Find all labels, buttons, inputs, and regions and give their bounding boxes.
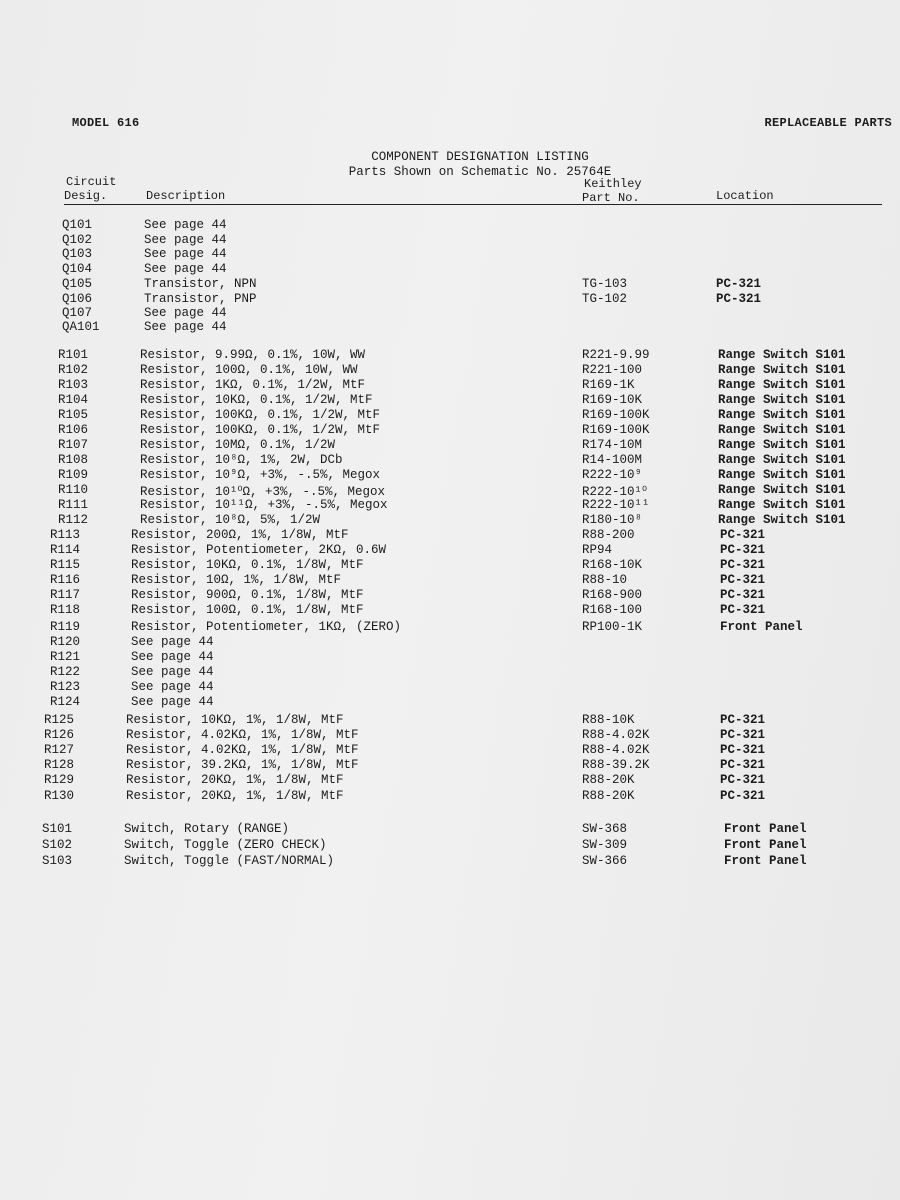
- cell-description: Resistor, Potentiometer, 1KΩ, (ZERO): [131, 620, 402, 634]
- cell-designator: S101: [42, 822, 73, 836]
- cell-description: Resistor, 100KΩ, 0.1%, 1/2W, MtF: [140, 423, 381, 437]
- cell-description: Resistor, 10MΩ, 0.1%, 1/2W: [140, 438, 336, 452]
- cell-location: PC-321: [720, 728, 766, 742]
- cell-designator: R114: [50, 543, 81, 557]
- column-header-part-no: Part No.: [582, 191, 640, 205]
- cell-designator: S102: [42, 838, 73, 852]
- cell-designator: R129: [44, 773, 75, 787]
- cell-description: Resistor, 10⁸Ω, 1%, 2W, DCb: [140, 453, 343, 467]
- cell-designator: R126: [44, 728, 75, 742]
- cell-location: Range Switch S101: [718, 363, 846, 377]
- column-header-description: Description: [146, 189, 226, 203]
- cell-location: Range Switch S101: [718, 408, 846, 422]
- cell-designator: R119: [50, 620, 81, 634]
- schematic-subtitle: Parts Shown on Schematic No. 25764E: [348, 165, 612, 179]
- cell-location: Range Switch S101: [718, 498, 846, 512]
- cell-designator: R113: [50, 528, 81, 542]
- cell-description: Resistor, Potentiometer, 2KΩ, 0.6W: [131, 543, 387, 557]
- cell-designator: QA101: [62, 320, 100, 334]
- cell-description: See page 44: [131, 695, 214, 709]
- cell-description: See page 44: [144, 218, 227, 232]
- cell-location: PC-321: [716, 292, 762, 306]
- cell-designator: R120: [50, 635, 81, 649]
- cell-description: Resistor, 1KΩ, 0.1%, 1/2W, MtF: [140, 378, 366, 392]
- cell-description: Resistor, 4.02KΩ, 1%, 1/8W, MtF: [126, 728, 359, 742]
- cell-designator: R127: [44, 743, 75, 757]
- cell-location: PC-321: [720, 713, 766, 727]
- cell-part-number: R88-20K: [582, 789, 635, 803]
- cell-part-number: RP100-1K: [582, 620, 643, 634]
- cell-part-number: R180-10⁸: [582, 513, 643, 527]
- cell-description: Resistor, 10⁹Ω, +3%, -.5%, Megox: [140, 468, 381, 482]
- cell-description: Resistor, 100Ω, 0.1%, 10W, WW: [140, 363, 358, 377]
- cell-designator: R111: [58, 498, 89, 512]
- cell-location: Range Switch S101: [718, 483, 846, 497]
- cell-designator: R115: [50, 558, 81, 572]
- cell-part-number: R169-100K: [582, 408, 650, 422]
- cell-location: Range Switch S101: [718, 378, 846, 392]
- cell-designator: Q106: [62, 292, 93, 306]
- cell-location: PC-321: [720, 789, 766, 803]
- cell-part-number: R88-10K: [582, 713, 635, 727]
- cell-designator: R116: [50, 573, 81, 587]
- cell-designator: R121: [50, 650, 81, 664]
- cell-location: Front Panel: [724, 822, 807, 836]
- cell-designator: R101: [58, 348, 89, 362]
- cell-description: Resistor, 20KΩ, 1%, 1/8W, MtF: [126, 773, 344, 787]
- cell-description: See page 44: [144, 320, 227, 334]
- cell-part-number: R169-100K: [582, 423, 650, 437]
- cell-location: PC-321: [716, 277, 762, 291]
- cell-part-number: R221-100: [582, 363, 643, 377]
- cell-location: Range Switch S101: [718, 453, 846, 467]
- cell-location: PC-321: [720, 558, 766, 572]
- cell-description: See page 44: [144, 306, 227, 320]
- cell-location: PC-321: [720, 528, 766, 542]
- cell-part-number: R88-20K: [582, 773, 635, 787]
- cell-description: Resistor, 10¹¹Ω, +3%, -.5%, Megox: [140, 498, 388, 512]
- cell-part-number: TG-102: [582, 292, 628, 306]
- cell-designator: Q104: [62, 262, 93, 276]
- cell-description: Resistor, 200Ω, 1%, 1/8W, MtF: [131, 528, 349, 542]
- column-header-keithley: Keithley: [584, 177, 642, 191]
- cell-part-number: R168-10K: [582, 558, 643, 572]
- cell-designator: R109: [58, 468, 89, 482]
- section-header: REPLACEABLE PARTS: [764, 116, 892, 130]
- cell-description: Switch, Toggle (ZERO CHECK): [124, 838, 327, 852]
- cell-description: Resistor, 10Ω, 1%, 1/8W, MtF: [131, 573, 342, 587]
- cell-description: Switch, Toggle (FAST/NORMAL): [124, 854, 335, 868]
- cell-description: Switch, Rotary (RANGE): [124, 822, 290, 836]
- cell-description: Resistor, 4.02KΩ, 1%, 1/8W, MtF: [126, 743, 359, 757]
- cell-location: Range Switch S101: [718, 438, 846, 452]
- cell-description: See page 44: [144, 262, 227, 276]
- header-rule: [64, 204, 882, 205]
- cell-designator: R117: [50, 588, 81, 602]
- cell-description: Resistor, 900Ω, 0.1%, 1/8W, MtF: [131, 588, 364, 602]
- cell-location: Front Panel: [720, 620, 803, 634]
- cell-part-number: TG-103: [582, 277, 628, 291]
- cell-location: PC-321: [720, 743, 766, 757]
- cell-description: See page 44: [131, 680, 214, 694]
- cell-designator: R112: [58, 513, 89, 527]
- cell-part-number: R222-10⁹: [582, 468, 643, 482]
- cell-location: Range Switch S101: [718, 393, 846, 407]
- cell-location: PC-321: [720, 573, 766, 587]
- cell-designator: R105: [58, 408, 89, 422]
- cell-description: Resistor, 10KΩ, 1%, 1/8W, MtF: [126, 713, 344, 727]
- cell-description: Transistor, NPN: [144, 277, 257, 291]
- cell-part-number: R169-10K: [582, 393, 643, 407]
- cell-part-number: R168-900: [582, 588, 643, 602]
- cell-designator: R106: [58, 423, 89, 437]
- cell-location: Front Panel: [724, 838, 807, 852]
- cell-part-number: SW-366: [582, 854, 628, 868]
- cell-designator: R123: [50, 680, 81, 694]
- cell-location: PC-321: [720, 603, 766, 617]
- cell-part-number: R221-9.99: [582, 348, 650, 362]
- cell-designator: Q102: [62, 233, 93, 247]
- cell-part-number: R88-39.2K: [582, 758, 650, 772]
- cell-location: Range Switch S101: [718, 423, 846, 437]
- cell-designator: Q105: [62, 277, 93, 291]
- cell-location: Front Panel: [724, 854, 807, 868]
- cell-part-number: SW-309: [582, 838, 628, 852]
- cell-description: See page 44: [131, 665, 214, 679]
- cell-description: Resistor, 10KΩ, 0.1%, 1/8W, MtF: [131, 558, 364, 572]
- cell-designator: Q101: [62, 218, 93, 232]
- cell-part-number: R88-4.02K: [582, 728, 650, 742]
- cell-location: PC-321: [720, 758, 766, 772]
- cell-part-number: R222-10¹¹: [582, 498, 650, 512]
- cell-part-number: R222-10¹⁰: [582, 485, 648, 499]
- cell-designator: R103: [58, 378, 89, 392]
- cell-description: Resistor, 9.99Ω, 0.1%, 10W, WW: [140, 348, 366, 362]
- cell-part-number: R14-100M: [582, 453, 643, 467]
- cell-description: See page 44: [144, 233, 227, 247]
- cell-location: Range Switch S101: [718, 513, 846, 527]
- cell-description: Resistor, 100Ω, 0.1%, 1/8W, MtF: [131, 603, 364, 617]
- cell-designator: R122: [50, 665, 81, 679]
- cell-designator: R118: [50, 603, 81, 617]
- cell-location: PC-321: [720, 773, 766, 787]
- cell-description: See page 44: [131, 635, 214, 649]
- cell-part-number: R168-100: [582, 603, 643, 617]
- model-header: MODEL 616: [72, 116, 140, 130]
- cell-designator: R108: [58, 453, 89, 467]
- cell-part-number: R88-10: [582, 573, 628, 587]
- cell-location: Range Switch S101: [718, 348, 846, 362]
- cell-description: Transistor, PNP: [144, 292, 257, 306]
- cell-part-number: R169-1K: [582, 378, 635, 392]
- cell-description: Resistor, 100KΩ, 0.1%, 1/2W, MtF: [140, 408, 381, 422]
- cell-designator: R110: [58, 483, 89, 497]
- cell-description: Resistor, 10¹⁰Ω, +3%, -.5%, Megox: [140, 485, 386, 499]
- cell-designator: R102: [58, 363, 89, 377]
- cell-description: Resistor, 39.2KΩ, 1%, 1/8W, MtF: [126, 758, 359, 772]
- column-header-circuit: Circuit: [66, 175, 117, 189]
- cell-location: PC-321: [720, 588, 766, 602]
- cell-location: PC-321: [720, 543, 766, 557]
- cell-part-number: R88-200: [582, 528, 635, 542]
- cell-designator: R128: [44, 758, 75, 772]
- cell-designator: Q107: [62, 306, 93, 320]
- cell-part-number: RP94: [582, 543, 613, 557]
- cell-designator: R104: [58, 393, 89, 407]
- cell-part-number: R88-4.02K: [582, 743, 650, 757]
- cell-part-number: SW-368: [582, 822, 628, 836]
- cell-location: Range Switch S101: [718, 468, 846, 482]
- column-header-desig: Desig.: [64, 189, 108, 203]
- cell-description: Resistor, 20KΩ, 1%, 1/8W, MtF: [126, 789, 344, 803]
- column-header-location: Location: [716, 189, 774, 203]
- listing-title: COMPONENT DESIGNATION LISTING: [371, 150, 589, 164]
- cell-designator: R107: [58, 438, 89, 452]
- cell-designator: R125: [44, 713, 75, 727]
- cell-designator: R130: [44, 789, 75, 803]
- cell-designator: S103: [42, 854, 73, 868]
- cell-description: Resistor, 10⁸Ω, 5%, 1/2W: [140, 513, 321, 527]
- cell-description: See page 44: [144, 247, 227, 261]
- cell-designator: R124: [50, 695, 81, 709]
- cell-description: Resistor, 10KΩ, 0.1%, 1/2W, MtF: [140, 393, 373, 407]
- cell-designator: Q103: [62, 247, 93, 261]
- cell-description: See page 44: [131, 650, 214, 664]
- cell-part-number: R174-10M: [582, 438, 643, 452]
